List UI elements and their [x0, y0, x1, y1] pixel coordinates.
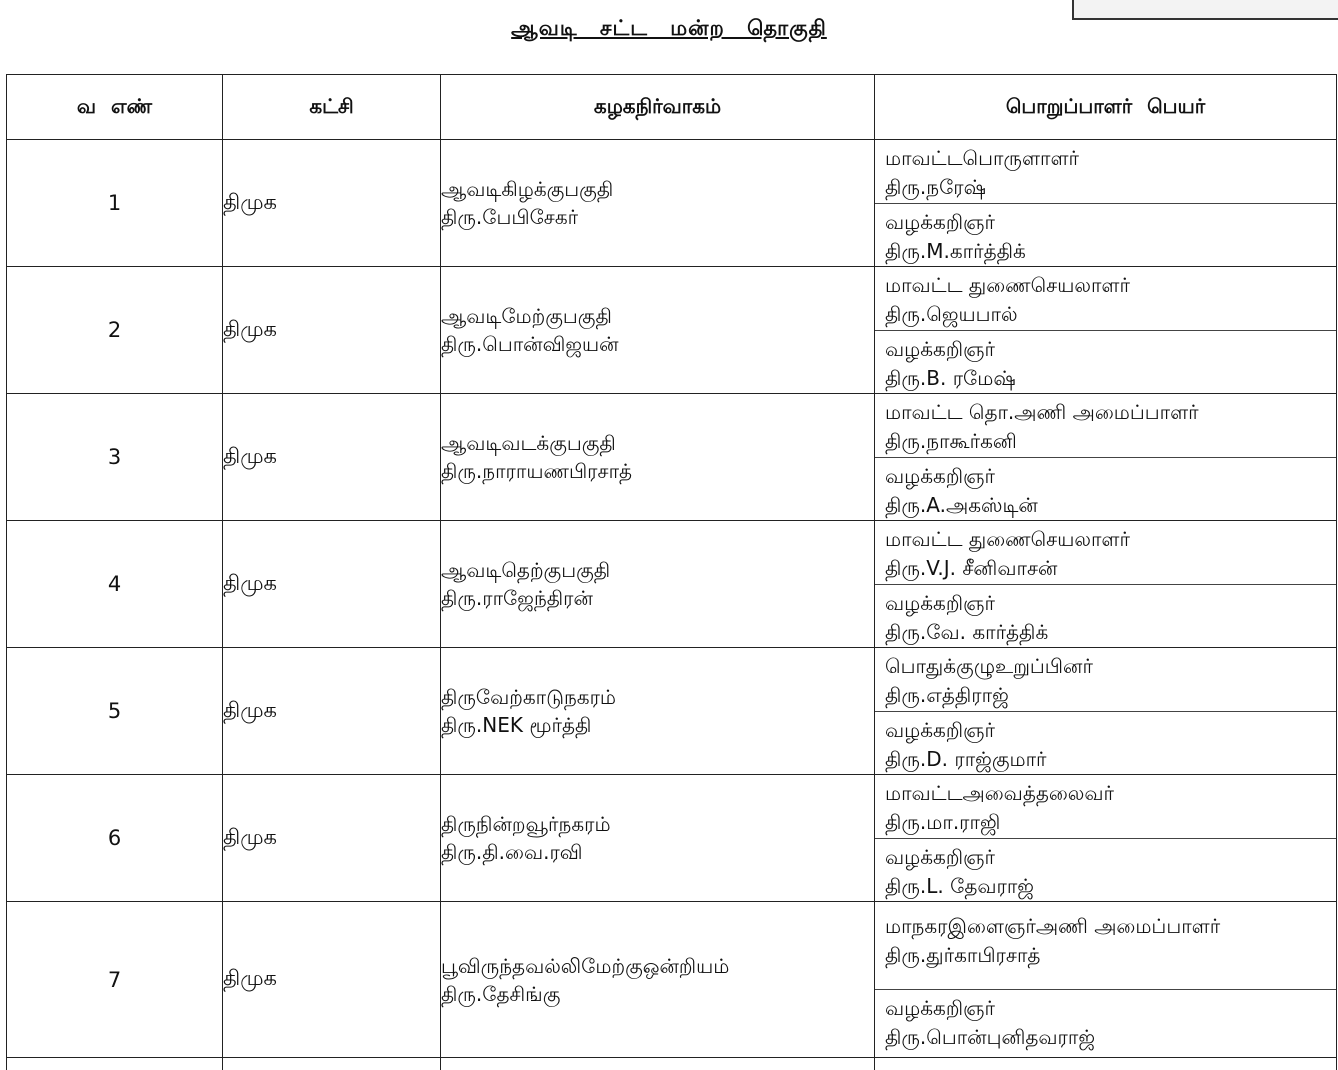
responsible-role: வழக்கறிஞர் [885, 994, 1328, 1023]
admin-cell [441, 394, 875, 521]
admin-area: திருநின்றவூர்நகரம் [441, 810, 874, 838]
responsible-role: மாவட்ட துணைசெயலாளர் [885, 271, 1328, 300]
responsible-cell [875, 394, 1337, 521]
responsible-role: மாநகரஇளைஞர்அணி அமைப்பாளர் [885, 912, 1328, 941]
party-cell: திமுக [223, 521, 441, 648]
responsible-entry [875, 521, 1336, 585]
admin-person: திரு.தேசிங்கு [441, 980, 874, 1008]
responsible-name: திரு.V.J. சீனிவாசன் [885, 554, 1328, 583]
responsible-entry [875, 648, 1336, 712]
responsible-entry [875, 990, 1336, 1052]
responsible-role: வழக்கறிஞர் [885, 716, 1328, 745]
serial-cell: 6 [7, 775, 223, 902]
responsible-role: பொதுக்குழுஉறுப்பினர் [885, 652, 1328, 681]
table-row [7, 394, 1337, 521]
table-row [7, 775, 1337, 902]
responsible-entry [875, 458, 1336, 520]
responsible-cell [875, 521, 1337, 648]
serial-cell: 4 [7, 521, 223, 648]
admin-area: பூவிருந்தவல்லிமேற்குஒன்றியம் [441, 952, 874, 980]
responsible-role: மாவட்ட துணைசெயலாளர் [885, 525, 1328, 554]
table-row [7, 267, 1337, 394]
responsible-entry [875, 712, 1336, 774]
admin-area: ஆவடிவடக்குபகுதி [441, 429, 874, 457]
admin-area: ஆவடிகிழக்குபகுதி [441, 175, 874, 203]
responsible-name: திரு.துர்காபிரசாத் [885, 941, 1328, 970]
header-serial: வ எண் [7, 75, 223, 140]
admin-person: திரு.பேபிசேகர் [441, 203, 874, 231]
responsible-role: மாவட்ட தொ.அணி அமைப்பாளர் [885, 398, 1328, 427]
responsible-name: திரு.எத்திராஜ் [885, 681, 1328, 710]
responsible-role: வழக்கறிஞர் [885, 843, 1328, 872]
stub-cell [7, 1058, 223, 1070]
serial-cell: 3 [7, 394, 223, 521]
admin-cell [441, 140, 875, 267]
responsible-cell [875, 267, 1337, 394]
responsible-cell [875, 775, 1337, 902]
admin-person: திரு.தி.வை.ரவி [441, 838, 874, 866]
admin-person: திரு.பொன்விஜயன் [441, 330, 874, 358]
admin-cell [441, 521, 875, 648]
party-cell: திமுக [223, 648, 441, 775]
responsible-entry [875, 775, 1336, 839]
admin-cell [441, 267, 875, 394]
table-row [7, 140, 1337, 267]
stub-cell [875, 1058, 1337, 1070]
responsible-cell [875, 648, 1337, 775]
responsible-entry [875, 331, 1336, 393]
admin-area: ஆவடிமேற்குபகுதி [441, 302, 874, 330]
responsible-name: திரு.ஜெயபால் [885, 300, 1328, 329]
constituency-table [6, 74, 1337, 1070]
admin-person: திரு.ராஜேந்திரன் [441, 584, 874, 612]
responsible-role: வழக்கறிஞர் [885, 208, 1328, 237]
responsible-name: திரு.A.அகஸ்டின் [885, 491, 1328, 520]
responsible-role: மாவட்டபொருளாளர் [885, 144, 1328, 173]
responsible-role: மாவட்டஅவைத்தலைவர் [885, 779, 1328, 808]
serial-cell: 5 [7, 648, 223, 775]
admin-cell [441, 902, 875, 1058]
party-cell: திமுக [223, 902, 441, 1058]
responsible-role: வழக்கறிஞர் [885, 335, 1328, 364]
serial-cell: 7 [7, 902, 223, 1058]
responsible-name: திரு.வே. கார்த்திக் [885, 618, 1328, 647]
admin-area: ஆவடிதெற்குபகுதி [441, 556, 874, 584]
responsible-name: திரு.M.கார்த்திக் [885, 237, 1328, 266]
admin-cell [441, 648, 875, 775]
responsible-role: வழக்கறிஞர் [885, 589, 1328, 618]
responsible-entry [875, 839, 1336, 901]
table-row [7, 648, 1337, 775]
admin-person: திரு.நாராயணபிரசாத் [441, 457, 874, 485]
header-responsible-person: பொறுப்பாளர் பெயர் [875, 75, 1337, 140]
responsible-name: திரு.நரேஷ் [885, 173, 1328, 202]
responsible-entry [875, 204, 1336, 266]
responsible-cell [875, 902, 1337, 1058]
header-row [7, 75, 1337, 140]
responsible-name: திரு.L. தேவராஜ் [885, 872, 1328, 901]
serial-cell: 1 [7, 140, 223, 267]
party-cell: திமுக [223, 267, 441, 394]
responsible-entry [875, 140, 1336, 204]
responsible-name: திரு.மா.ராஜி [885, 808, 1328, 837]
party-cell: திமுக [223, 140, 441, 267]
table-row [7, 521, 1337, 648]
party-cell: திமுக [223, 775, 441, 902]
header-party: கட்சி [223, 75, 441, 140]
responsible-entry [875, 394, 1336, 458]
responsible-name: திரு.B. ரமேஷ் [885, 364, 1328, 393]
stub-cell [223, 1058, 441, 1070]
admin-person: திரு.NEK மூர்த்தி [441, 711, 874, 739]
table-row [7, 902, 1337, 1058]
responsible-name: திரு.பொன்புனிதவராஜ் [885, 1023, 1328, 1052]
responsible-cell [875, 140, 1337, 267]
page-title: ஆவடி சட்ட மன்ற தொகுதி [0, 16, 1338, 43]
serial-cell: 2 [7, 267, 223, 394]
responsible-role: வழக்கறிஞர் [885, 462, 1328, 491]
admin-cell [441, 775, 875, 902]
party-cell: திமுக [223, 394, 441, 521]
responsible-entry [875, 908, 1336, 990]
table-row-cutoff [7, 1058, 1337, 1070]
header-administration: கழகநிர்வாகம் [441, 75, 875, 140]
responsible-entry [875, 585, 1336, 647]
stub-cell [441, 1058, 875, 1070]
admin-area: திருவேற்காடுநகரம் [441, 683, 874, 711]
responsible-entry [875, 267, 1336, 331]
responsible-name: திரு.D. ராஜ்குமார் [885, 745, 1328, 774]
responsible-name: திரு.நாகூர்கனி [885, 427, 1328, 456]
